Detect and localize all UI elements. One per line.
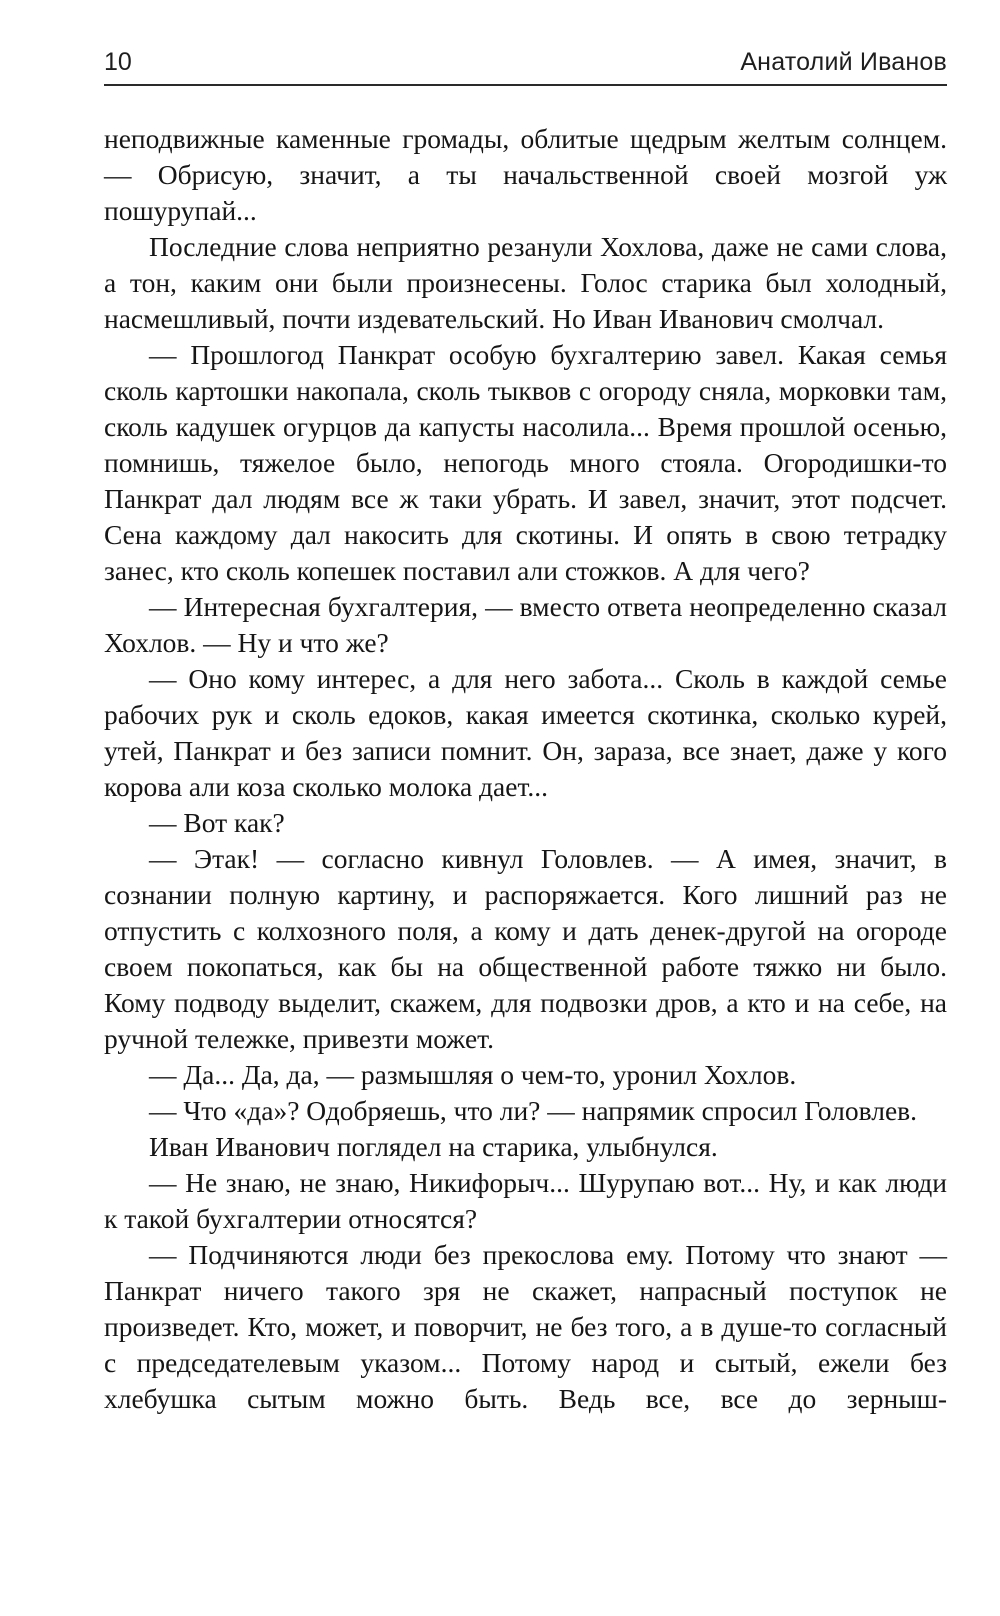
paragraph: — Подчиняются люди без прекослова ему. Потому что знают — Панкрат ничего такого зря не скажет, напрасный поступок не произведет. Кто, может, и поворчит, не без того, а в душе-то согласный с председателевым указом... Потому народ и сытый, ежели без хлебушка сытым можно быть. Ведь все, все до зерныш-	[104, 1239, 947, 1414]
paragraph: — Оно кому интерес, а для него забота... Сколь в каждой семье рабочих рук и сколь едоков, какая имеется скотинка, сколько курей, утей, Панкрат и без записи помнит. Он, зараза, все знает, даже у кого корова али коза сколько молока дает...	[104, 663, 947, 802]
page-number: 10	[104, 48, 132, 76]
paragraph: — Интересная бухгалтерия, — вместо ответа неопределенно сказал Хохлов. — Ну и что же?	[104, 591, 947, 658]
header-rule	[104, 84, 947, 86]
paragraph: Последние слова неприятно резанули Хохлова, даже не сами слова, а тон, каким они были произнесены. Голос старика был холодный, насмешливый, почти издевательский. Но Иван Иванович смолчал.	[104, 231, 947, 334]
body-text	[104, 121, 947, 1417]
paragraph: — Что «да»? Одобряешь, что ли? — напрямик спросил Головлев.	[149, 1095, 918, 1126]
page-header	[104, 48, 947, 84]
paragraph: — Прошлогод Панкрат особую бухгалтерию завел. Какая семья сколь картошки накопала, сколь тыквов с огороду сняла, морковки там, сколь кадушек огурцов да капусты насолила... Время прошлой осенью, помнишь, тяжелое было, непогодь много стояла. Огородишки-то Панкрат дал людям все ж таки убрать. И завел, значит, этот подсчет. Сена каждому дал накосить для скотины. И опять в свою тетрадку занес, кто сколь копешек поставил али стожков. А для чего?	[104, 339, 947, 586]
paragraph: — Да... Да, да, — размышляя о чем-то, уронил Хохлов.	[149, 1059, 797, 1090]
paragraph: — Не знаю, не знаю, Никифорыч... Шурупаю вот... Ну, и как люди к такой бухгалтерии относятся?	[104, 1167, 947, 1234]
paragraph: неподвижные каменные громады, облитые щедрым желтым солнцем. — Обрисую, значит, а ты начальственной своей мозгой уж пошурупай...	[104, 123, 947, 226]
running-title: Анатолий Иванов	[740, 48, 947, 76]
paragraph: — Вот как?	[149, 807, 285, 838]
paragraph: — Этак! — согласно кивнул Головлев. — А имея, значит, в сознании полную картину, и распоряжается. Кого лишний раз не отпустить с колхозного поля, а кому и дать денек-другой на огороде своем покопаться, как бы на общественной работе тяжко ни было. Кому подводу выделит, скажем, для подвозки дров, а кто и на себе, на ручной тележке, привезти может.	[104, 843, 947, 1054]
paragraph: Иван Иванович поглядел на старика, улыбнулся.	[149, 1131, 718, 1162]
